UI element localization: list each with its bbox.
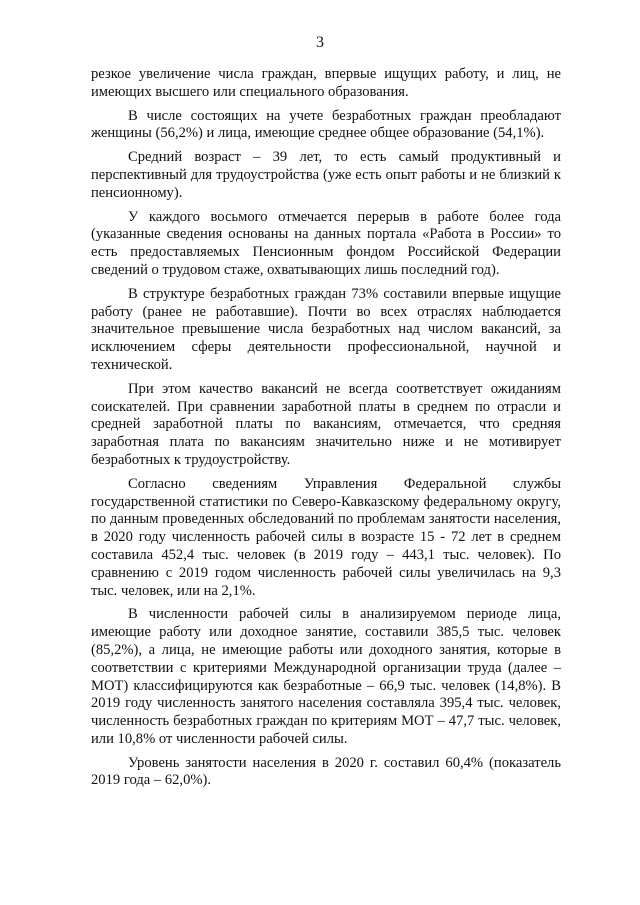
paragraph-8: В численности рабочей силы в анализируемом периоде лица, имеющие работу или доходное занятие, составили 385,5 тыс. человек (85,2%), а лица, не имеющие работы или доходного занятия, которые в соответствии с критериями Международной организации труда (далее – МОТ) классифицируются как безработные – 66,9 тыс. человек (14,8%). В 2019 году численность занятого населения составляла 395,4 тыс. человек, численность безработных граждан по критериям МОТ – 47,7 тыс. человек, или 10,8% от численности рабочей силы. <box>91 606 561 747</box>
paragraph-4: У каждого восьмого отмечается перерыв в работе более года (указанные сведения основаны на данных портала «Работа в России» то есть предоставляемых Пенсионным фондом Российской Федерации сведений о трудовом стаже, охватывающих лишь последний год). <box>91 208 561 278</box>
paragraph-3: Средний возраст – 39 лет, то есть самый продуктивный и перспективный для трудоустройства (уже есть опыт работы и не близкий к пенсионному). <box>91 149 561 201</box>
paragraph-2: В числе состоящих на учете безработных граждан преобладают женщины (56,2%) и лица, имеющие среднее общее образование (54,1%). <box>91 107 561 142</box>
page-number: 3 <box>316 34 324 51</box>
paragraph-1: резкое увеличение числа граждан, впервые ищущих работу, и лиц, не имеющих высшего или специального образования. <box>91 66 561 100</box>
paragraph-9: Уровень занятости населения в 2020 г. составил 60,4% (показатель 2019 года – 62,0%). <box>91 754 561 789</box>
document-body <box>91 66 561 796</box>
paragraph-5: В структуре безработных граждан 73% составили впервые ищущие работу (ранее не работавшие). Почти во всех отраслях наблюдается значительное превышение числа безработных над числом вакансий, за исключением сферы деятельности профессиональной, научной и технической. <box>91 285 561 373</box>
paragraph-6: При этом качество вакансий не всегда соответствует ожиданиям соискателей. При сравнении заработной платы в среднем по отрасли и средней заработной платы по вакансиям, отмечается, что средняя заработная плата по вакансиям значительно ниже и не мотивирует безработных к трудоустройству. <box>91 380 561 468</box>
paragraph-7: Согласно сведениям Управления Федеральной службы государственной статистики по Северо-Кавказскому федеральному округу, по данным проведенных обследований по проблемам занятости населения, в 2020 году численность рабочей силы в возрасте 15 - 72 лет в среднем составила 452,4 тыс. человек (в 2019 году – 443,1 тыс. человек). По сравнению с 2019 годом численность рабочей силы увеличилась на 9,3 тыс. человек, или на 2,1%. <box>91 475 561 599</box>
